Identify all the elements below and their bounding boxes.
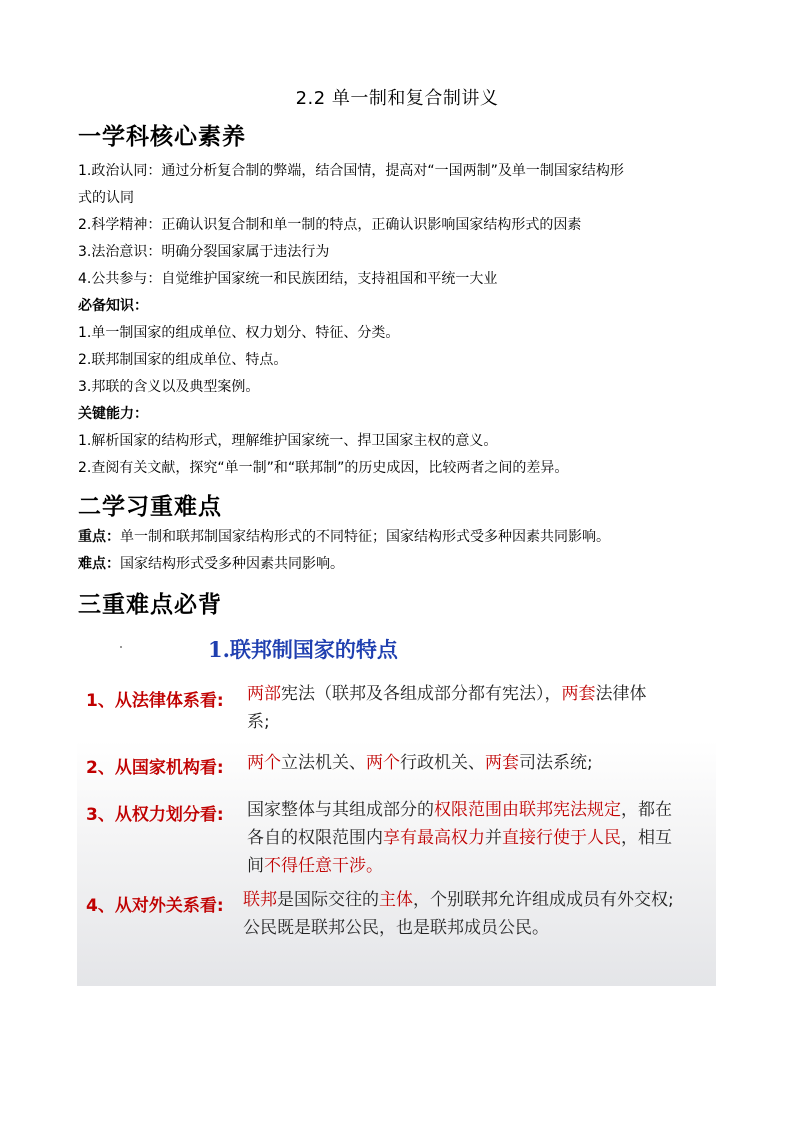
- feature-3-text-d: 各自的权限范围内: [247, 828, 383, 848]
- feature-1-heading: 1、从法律体系看:: [86, 691, 224, 711]
- feature-1-text-d: 法律体: [595, 684, 647, 704]
- feature-3-text-c: ，都在: [621, 800, 672, 820]
- ability-label: 关键能力：: [78, 406, 148, 422]
- difficult-point-line: [78, 551, 344, 578]
- feature-3-highlight-j: 不得任意干涉。: [264, 856, 383, 876]
- feature-3-text-h: ，相互: [621, 828, 672, 848]
- difficult-point-label: 难点：: [78, 556, 120, 572]
- feature-2-text-f: 司法系统;: [519, 753, 593, 773]
- panel-marker: [120, 646, 122, 648]
- feature-3-heading: 3、从权力划分看:: [86, 805, 224, 825]
- feature-1-highlight-c: 两套: [561, 684, 596, 704]
- key-point-text: 单一制和联邦制国家结构形式的不同特征；国家结构形式受多种因素共同影响。: [120, 529, 610, 545]
- panel-title: 1.联邦制国家的特点: [208, 637, 398, 662]
- feature-2-text-b: 立法机关、: [281, 753, 366, 773]
- feature-4-text-b: 是国际交往的: [277, 890, 379, 910]
- feature-3-highlight-e: 享有最高权力: [383, 828, 485, 848]
- feature-3-line-2: [247, 824, 672, 852]
- literacy-item-4: 4.公共参与：自觉维护国家统一和民族团结，支持祖国和平统一大业: [78, 271, 498, 287]
- feature-3-text-a: 国家整体与其组成部分的: [247, 800, 434, 820]
- feature-1-line-2: 系;: [247, 712, 270, 732]
- ability-item-1: 1.解析国家的结构形式，理解维护国家统一、捍卫国家主权的意义。: [78, 433, 498, 449]
- feature-1-line-1: [247, 680, 647, 708]
- feature-2-highlight-e: 两套: [485, 753, 519, 773]
- key-point-line: [78, 524, 610, 551]
- literacy-item-1-cont: 式的认同: [78, 190, 134, 206]
- difficult-point-text: 国家结构形式受多种因素共同影响。: [120, 556, 344, 572]
- literacy-item-3: 3.法治意识：明确分裂国家属于违法行为: [78, 244, 330, 260]
- feature-3-line-3: [247, 852, 383, 880]
- literacy-item-2: 2.科学精神：正确认识复合制和单一制的特点，正确认识影响国家结构形式的因素: [78, 217, 582, 233]
- feature-1-text-b: 宪法（联邦及各组成部分都有宪法），: [281, 684, 562, 704]
- ability-item-2: 2.查阅有关文献，探究“单一制”和“联邦制”的历史成因，比较两者之间的差异。: [78, 460, 569, 476]
- knowledge-item-3: 3.邦联的含义以及典型案例。: [78, 379, 260, 395]
- knowledge-item-1: 1.单一制国家的组成单位、权力划分、特征、分类。: [78, 325, 400, 341]
- feature-4-line-2: 公民既是联邦公民，也是联邦成员公民。: [243, 918, 549, 938]
- feature-2-highlight-c: 两个: [366, 753, 400, 773]
- feature-3-text-f: 并: [485, 828, 502, 848]
- feature-4-heading: 4、从对外关系看:: [86, 896, 224, 916]
- section-heading-must-memorize: 三重难点必背: [78, 592, 222, 618]
- feature-3-line-1: [247, 796, 672, 824]
- feature-2-highlight-a: 两个: [247, 753, 281, 773]
- document-title: 2.2 单一制和复合制讲义: [295, 88, 499, 109]
- key-point-label: 重点：: [78, 529, 120, 545]
- knowledge-item-2: 2.联邦制国家的组成单位、特点。: [78, 352, 288, 368]
- feature-3-highlight-g: 直接行使于人民: [502, 828, 621, 848]
- feature-3-text-i: 间: [247, 856, 264, 876]
- feature-2-text-d: 行政机关、: [400, 753, 485, 773]
- feature-1-highlight-a: 两部: [247, 684, 281, 704]
- feature-2-line-1: [247, 749, 593, 777]
- section-heading-core-literacy: 一学科核心素养: [78, 124, 246, 150]
- section-heading-key-points: 二学习重难点: [78, 494, 222, 520]
- feature-4-highlight-a: 联邦: [243, 890, 277, 910]
- feature-4-highlight-c: 主体: [379, 890, 413, 910]
- knowledge-label: 必备知识：: [78, 298, 148, 314]
- feature-4-line-1: [243, 886, 674, 914]
- literacy-item-1: 1.政治认同：通过分析复合制的弊端，结合国情，提高对“一国两制”及单一制国家结构形: [78, 163, 624, 179]
- feature-2-heading: 2、从国家机构看:: [86, 758, 224, 778]
- feature-4-text-d: ，个别联邦允许组成成员有外交权;: [413, 890, 674, 910]
- feature-3-highlight-b: 权限范围由联邦宪法规定: [434, 800, 621, 820]
